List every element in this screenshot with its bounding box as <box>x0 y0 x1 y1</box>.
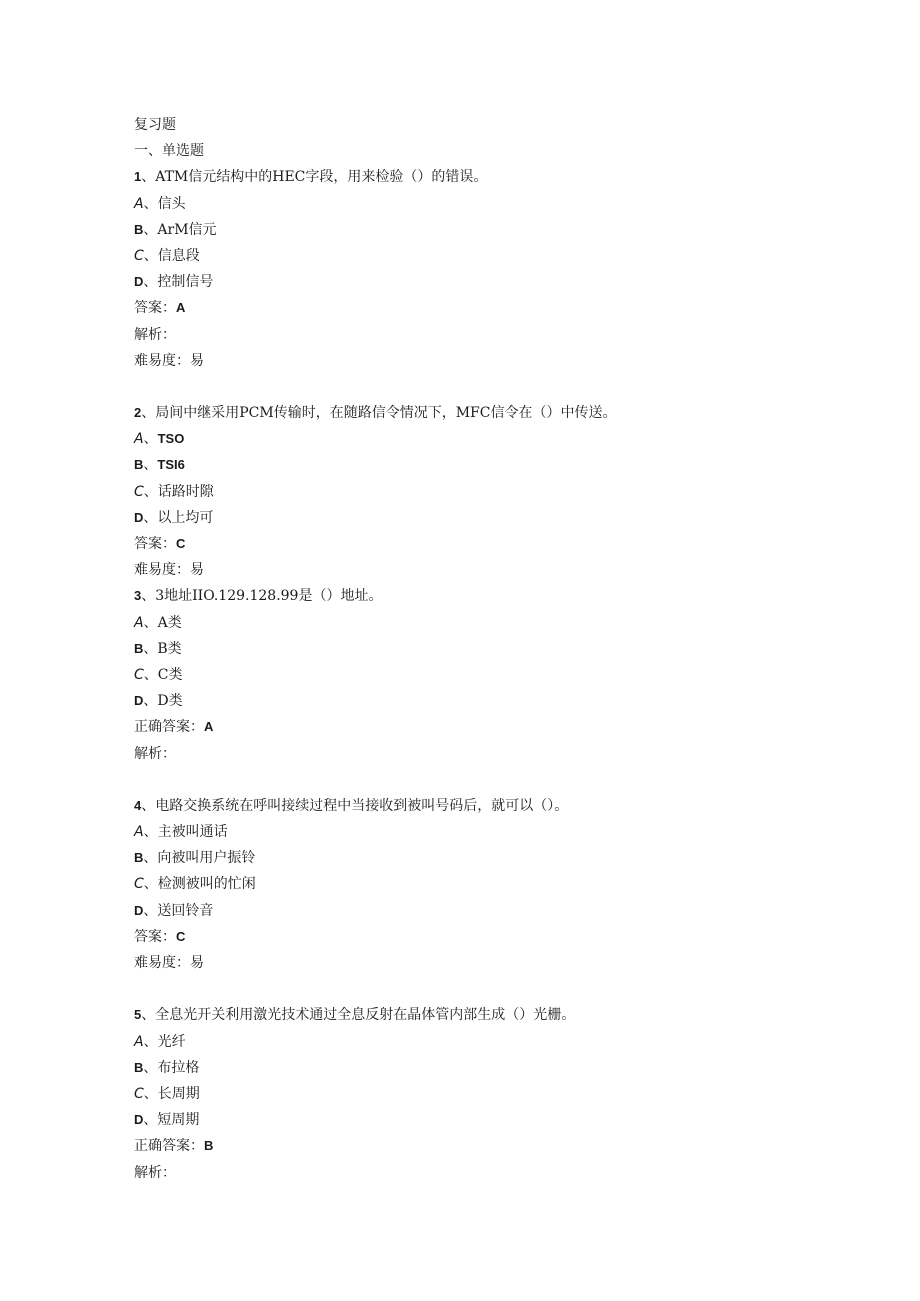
option-text: 检测被叫的忙闲 <box>157 876 256 893</box>
separator: 、 <box>141 169 156 186</box>
option-key: A <box>134 195 144 212</box>
answer-line <box>134 295 834 321</box>
difficulty-line <box>134 348 834 374</box>
question-text: 电路交换系统在呼叫接续过程中当接收到被叫号码后，就可以（）。 <box>155 797 569 814</box>
option-item <box>134 662 834 688</box>
difficulty-value: 易 <box>190 562 204 579</box>
separator: 、 <box>143 431 158 448</box>
block-spacer <box>134 374 834 400</box>
option-item <box>134 505 834 531</box>
option-text: 长周期 <box>157 1085 200 1102</box>
option-key: B <box>134 221 144 237</box>
separator: 、 <box>143 483 158 500</box>
option-text: 短周期 <box>157 1112 200 1129</box>
option-key: A <box>134 1033 144 1050</box>
option-item <box>134 1081 834 1107</box>
answer-label: 答案： <box>134 300 176 317</box>
option-key: D <box>134 1112 144 1128</box>
option-key: A <box>134 824 144 841</box>
difficulty-label: 难易度： <box>134 955 190 971</box>
answer-value: A <box>176 300 186 316</box>
question-list <box>134 164 834 1185</box>
option-text: 布拉格 <box>157 1059 200 1076</box>
question-number: 3 <box>134 588 142 604</box>
answer-line <box>134 924 834 950</box>
separator: 、 <box>143 457 158 474</box>
separator: 、 <box>141 588 156 605</box>
answer-label: 正确答案： <box>134 719 204 736</box>
separator: 、 <box>143 666 158 683</box>
option-key: B <box>134 457 144 473</box>
option-item <box>134 688 834 714</box>
analysis-line: 解析： <box>134 326 176 343</box>
answer-line <box>134 531 834 557</box>
option-text: 以上均可 <box>157 509 214 526</box>
option-key: B <box>134 850 144 866</box>
option-key: C <box>134 666 144 683</box>
answer-label: 答案： <box>134 928 176 945</box>
difficulty-line <box>134 950 834 976</box>
question-number: 5 <box>134 1007 142 1023</box>
option-item <box>134 898 834 924</box>
option-key: B <box>134 1059 144 1075</box>
separator: 、 <box>143 221 158 238</box>
option-text: 信头 <box>157 195 186 212</box>
separator: 、 <box>143 247 158 264</box>
separator: 、 <box>143 1059 158 1076</box>
difficulty-label: 难易度： <box>134 352 190 369</box>
option-item <box>134 1029 834 1055</box>
answer-label: 答案： <box>134 536 176 552</box>
analysis-line: 解析： <box>134 745 176 762</box>
answer-line <box>134 714 834 740</box>
option-key: C <box>134 1085 144 1102</box>
question-block <box>134 793 834 1003</box>
answer-value: C <box>176 928 186 944</box>
doc-title: 复习题 <box>134 117 176 133</box>
question-number: 1 <box>134 169 142 185</box>
option-text: D类 <box>157 693 183 710</box>
option-key: C <box>134 247 144 264</box>
question-block <box>134 164 834 400</box>
option-item <box>134 217 834 243</box>
separator: 、 <box>143 1085 158 1102</box>
option-text: A类 <box>157 614 182 631</box>
option-item <box>134 1107 834 1133</box>
question-text: 局间中继采用PCM传输时，在随路信令情况下，MFC信令在（）中传送。 <box>155 405 617 422</box>
option-key: A <box>134 431 144 448</box>
option-item <box>134 426 834 452</box>
option-text: 送回铃音 <box>157 902 214 919</box>
option-item <box>134 819 834 845</box>
answer-value: B <box>204 1138 214 1154</box>
option-key: D <box>134 902 144 918</box>
block-spacer <box>134 976 834 1002</box>
separator: 、 <box>143 1033 158 1050</box>
separator: 、 <box>141 797 156 814</box>
question-number: 2 <box>134 405 142 421</box>
option-text: TSO <box>157 431 185 447</box>
separator: 、 <box>143 1112 158 1129</box>
question-stem <box>134 1002 834 1028</box>
separator: 、 <box>141 1007 156 1024</box>
question-text: 3地址IIO.129.128.99是（）地址。 <box>155 588 383 605</box>
question-block <box>134 1002 834 1185</box>
option-key: C <box>134 876 144 893</box>
option-text: ArM信元 <box>157 221 217 238</box>
analysis-line: 解析： <box>134 1164 176 1181</box>
option-item <box>134 845 834 871</box>
separator: 、 <box>143 693 158 710</box>
option-key: D <box>134 509 144 525</box>
separator: 、 <box>143 195 158 212</box>
option-key: B <box>134 640 144 656</box>
difficulty-value: 易 <box>190 352 204 369</box>
answer-line <box>134 1133 834 1159</box>
answer-label: 正确答案： <box>134 1138 204 1155</box>
block-spacer <box>134 767 834 793</box>
answer-value: A <box>204 719 214 735</box>
separator: 、 <box>143 614 158 631</box>
separator: 、 <box>143 824 158 841</box>
difficulty-value: 易 <box>190 955 204 971</box>
option-item <box>134 243 834 269</box>
question-text: 全息光开关利用激光技术通过全息反射在晶体管内部生成（）光栅。 <box>155 1007 576 1024</box>
option-text: C类 <box>157 666 183 683</box>
option-item <box>134 479 834 505</box>
question-stem <box>134 793 834 819</box>
question-stem <box>134 400 834 426</box>
option-text: TSI6 <box>157 457 185 473</box>
option-text: 主被叫通话 <box>157 824 228 841</box>
separator: 、 <box>143 850 158 867</box>
option-text: 话路时隙 <box>157 483 214 500</box>
option-item <box>134 191 834 217</box>
option-key: D <box>134 274 144 290</box>
option-item <box>134 636 834 662</box>
option-key: A <box>134 614 144 631</box>
question-block <box>134 583 834 793</box>
option-text: 控制信号 <box>157 274 214 291</box>
option-key: D <box>134 693 144 709</box>
option-key: C <box>134 483 144 500</box>
question-block <box>134 400 834 583</box>
question-stem <box>134 583 834 609</box>
separator: 、 <box>143 274 158 291</box>
separator: 、 <box>143 509 158 526</box>
option-text: B类 <box>157 640 182 657</box>
separator: 、 <box>143 640 158 657</box>
question-stem <box>134 164 834 190</box>
option-text: 信息段 <box>157 247 200 264</box>
option-item <box>134 871 834 897</box>
question-text: ATM信元结构中的HEC字段，用来检验（）的错误。 <box>155 169 488 186</box>
answer-value: C <box>176 536 186 551</box>
difficulty-line <box>134 557 834 583</box>
option-text: 向被叫用户振铃 <box>157 850 256 867</box>
option-text: 光纤 <box>157 1033 186 1050</box>
question-number: 4 <box>134 797 142 813</box>
separator: 、 <box>143 902 158 919</box>
section-heading: 一、单选题 <box>134 143 204 160</box>
difficulty-label: 难易度： <box>134 562 190 579</box>
option-item <box>134 1055 834 1081</box>
separator: 、 <box>143 876 158 893</box>
separator: 、 <box>141 405 156 422</box>
option-item <box>134 269 834 295</box>
option-item <box>134 452 834 478</box>
option-item <box>134 610 834 636</box>
